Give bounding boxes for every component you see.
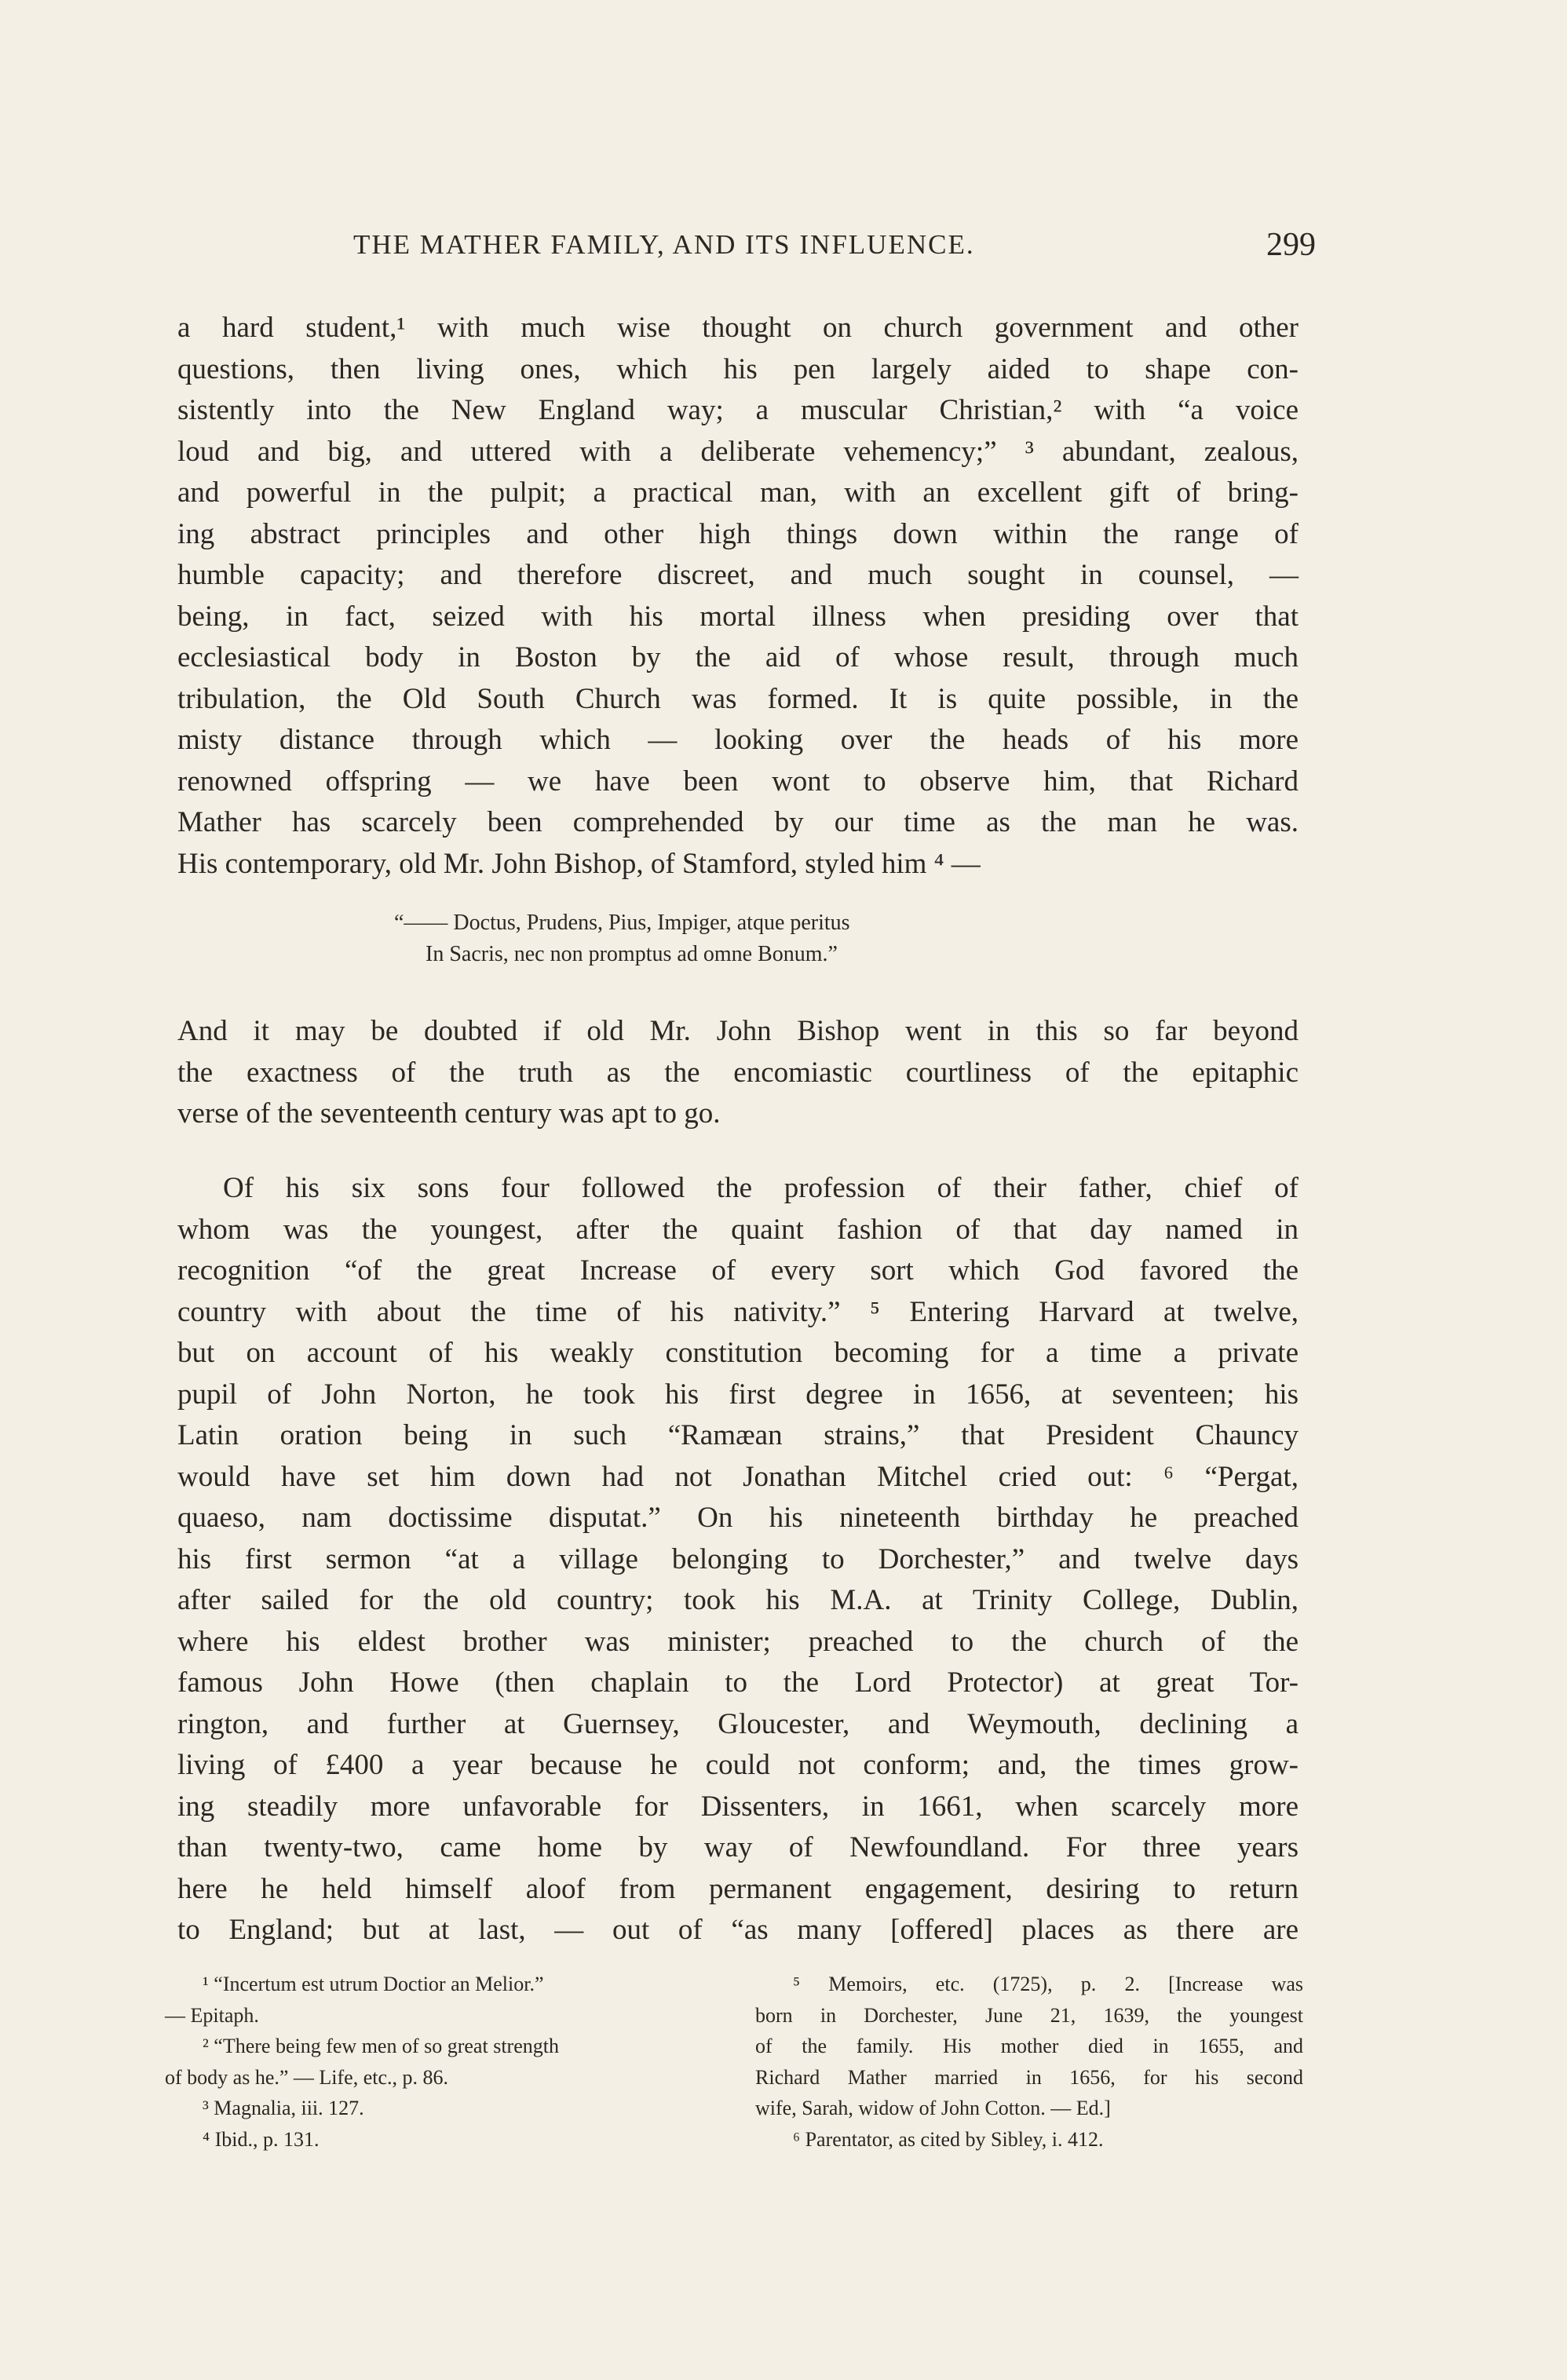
footnote-line: ⁵ Memoirs, etc. (1725), p. 2. [Increase was — [793, 1973, 1303, 1995]
text-line: here he held himself aloof from permanent engagement, desiring to return — [177, 1872, 1299, 1905]
text-line: loud and big, and uttered with a deliberate vehemency;” ³ abundant, zealous, — [177, 435, 1299, 468]
paragraph-3 — [177, 1168, 1299, 1951]
text-line: questions, then living ones, which his pen largely aided to shape con- — [177, 352, 1299, 385]
footnote-line: Richard Mather married in 1656, for his second — [755, 2065, 1303, 2089]
footnote-line: ² “There being few men of so great strength — [203, 2035, 559, 2057]
text-line: country with about the time of his nativity.” ⁵ Entering Harvard at twelve, — [177, 1295, 1299, 1328]
text-line: to England; but at last, — out of “as many [offered] places as there are — [177, 1914, 1299, 1946]
footnote-line: of the family. His mother died in 1655, and — [755, 2035, 1303, 2057]
text-line: tribulation, the Old South Church was formed. It is quite possible, in the — [177, 682, 1299, 715]
text-line: and powerful in the pulpit; a practical man, with an excellent gift of bring- — [177, 476, 1299, 509]
footnotes-left-column — [165, 1969, 722, 2155]
footnote-line: ¹ “Incertum est utrum Doctior an Melior.” — [203, 1973, 544, 1995]
text-line: but on account of his weakly constitution becoming for a time a private — [177, 1337, 1299, 1369]
footnote-line: — Epitaph. — [165, 2003, 259, 2027]
quote-line-2: In Sacris, nec non promptus ad omne Bonum.” — [426, 942, 838, 966]
page-number: 299 — [1266, 227, 1316, 263]
text-line: renowned offspring — we have been wont to observe him, that Richard — [177, 765, 1299, 798]
text-line: ecclesiastical body in Boston by the aid of whose result, through much — [177, 641, 1299, 673]
text-line: the exactness of the truth as the encomiastic courtliness of the epitaphic — [177, 1056, 1299, 1089]
text-line: after sailed for the old country; took his M.A. at Trinity College, Dublin, — [177, 1584, 1299, 1616]
text-line: ing abstract principles and other high things down within the range of — [177, 517, 1299, 550]
text-line: humble capacity; and therefore discreet, and much sought in counsel, — — [177, 559, 1299, 591]
text-line: being, in fact, seized with his mortal illness when presiding over that — [177, 600, 1299, 633]
footnote-line: wife, Sarah, widow of John Cotton. — Ed.] — [755, 2097, 1111, 2119]
footnote-line: born in Dorchester, June 21, 1639, the youngest — [755, 2003, 1303, 2027]
text-line: recognition “of the great Increase of every sort which God favored the — [177, 1254, 1299, 1287]
text-line: verse of the seventeenth century was apt to go. — [177, 1097, 721, 1130]
quote-line-1: “—— Doctus, Prudens, Pius, Impiger, atque peritus — [394, 911, 850, 935]
text-line: where his eldest brother was minister; preached to the church of the — [177, 1625, 1299, 1658]
footnote-line: ⁴ Ibid., p. 131. — [203, 2127, 320, 2151]
text-line: whom was the youngest, after the quaint fashion of that day named in — [177, 1213, 1299, 1246]
text-line: rington, and further at Guernsey, Gloucester, and Weymouth, declining a — [177, 1707, 1299, 1740]
text-line: would have set him down had not Jonathan Mitchel cried out: ⁶ “Pergat, — [177, 1460, 1299, 1493]
footnote-line: ³ Magnalia, iii. 127. — [203, 2097, 364, 2119]
footnote-line: ⁶ Parentator, as cited by Sibley, i. 412. — [793, 2127, 1104, 2151]
text-line: living of £400 a year because he could not conform; and, the times grow- — [177, 1749, 1299, 1781]
text-line: famous John Howe (then chaplain to the Lord Protector) at great Tor- — [177, 1666, 1299, 1699]
text-line: a hard student,¹ with much wise thought on church government and other — [177, 312, 1299, 344]
text-line: misty distance through which — looking over the heads of his more — [177, 724, 1299, 756]
running-head: THE MATHER FAMILY, AND ITS INFLUENCE. — [353, 229, 975, 260]
paragraph-1 — [177, 308, 1299, 885]
text-line: his first sermon “at a village belonging to Dorchester,” and twelve days — [177, 1542, 1299, 1575]
text-line: pupil of John Norton, he took his first degree in 1656, at seventeen; his — [177, 1378, 1299, 1411]
text-line: His contemporary, old Mr. John Bishop, of Stamford, styled him ⁴ — — [177, 847, 981, 880]
text-line: Mather has scarcely been comprehended by our time as the man he was. — [177, 806, 1299, 838]
text-line: than twenty-two, came home by way of Newfoundland. For three years — [177, 1831, 1299, 1863]
footnotes-right-column — [755, 1969, 1303, 2155]
page-header — [177, 226, 1331, 273]
text-line: Of his six sons four followed the profession of their father, chief of — [223, 1172, 1299, 1204]
text-line: sistently into the New England way; a muscular Christian,² with “a voice — [177, 394, 1299, 426]
text-line: And it may be doubted if old Mr. John Bishop went in this so far beyond — [177, 1015, 1299, 1047]
text-line: ing steadily more unfavorable for Dissenters, in 1661, when scarcely more — [177, 1790, 1299, 1823]
text-line: quaeso, nam doctissime disputat.” On his nineteenth birthday he preached — [177, 1502, 1299, 1534]
latin-epitaph-quote — [394, 907, 1101, 970]
text-line: Latin oration being in such “Ramæan strains,” that President Chauncy — [177, 1419, 1299, 1451]
footnote-line: of body as he.” — Life, etc., p. 86. — [165, 2065, 449, 2089]
paragraph-2 — [177, 1011, 1299, 1135]
